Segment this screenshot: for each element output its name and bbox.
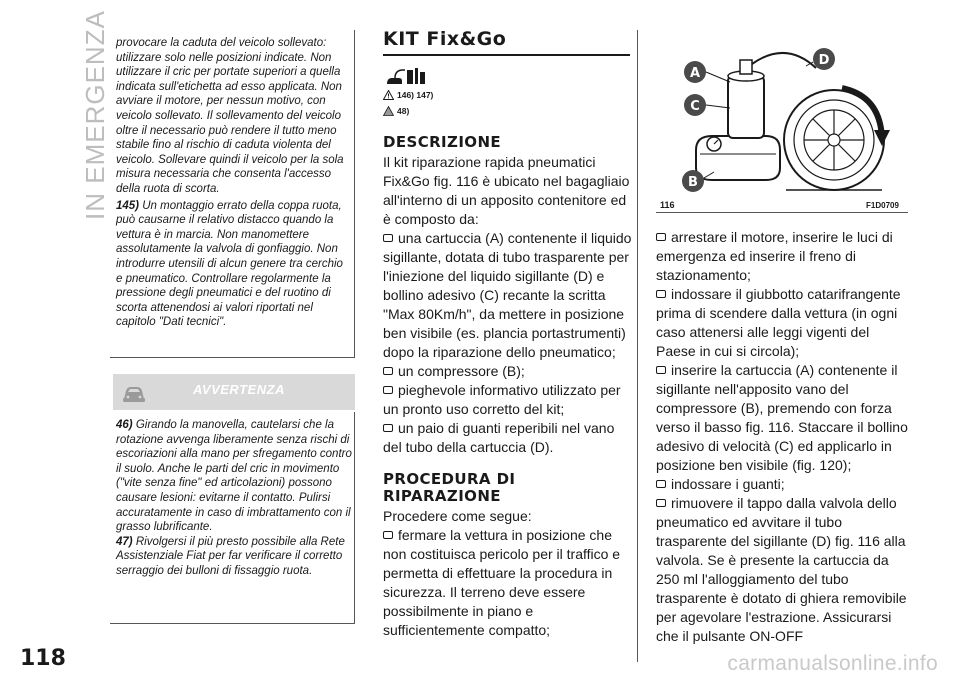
continued-warning-text [116, 36, 352, 330]
note-47-ref: 47) [116, 535, 133, 548]
warning-header [113, 374, 355, 410]
procedure-body [383, 507, 633, 640]
checkbox-bullet-icon [383, 424, 393, 432]
list-item: pieghevole informativo utilizzato per un pronto uso corretto del kit; [383, 382, 621, 417]
label-c: C [690, 99, 700, 114]
checkbox-bullet-icon [383, 386, 393, 394]
description-body [383, 153, 633, 457]
note-47-text: Rivolgersi il più presto possibile alla Rete Assistenziale Fiat per far verificare il corretto serraggio dei bulloni di fissaggio ruota. [116, 535, 345, 577]
heading-description: DESCRIZIONE [383, 133, 502, 151]
note-145-text: Un montaggio errato della coppa ruota, può causarne il relativo distacco quando la vettura è in marcia. Non manomettere assolutamente la valvola di gonfiaggio. Non introdurre utensili di alcun genere tra cerchio e pneumatico. Controllare regolarmente la pressione degli pneumatici e del ruotino di scorta attenendosi ai valori riportati nel capitolo "Dati tecnici". [116, 199, 343, 329]
checkbox-bullet-icon [656, 366, 666, 374]
refs-row-2 [383, 106, 633, 120]
fix-go-kit-illustration [656, 30, 908, 200]
checkbox-bullet-icon [656, 499, 666, 507]
procedure-intro: Procedere come segue: [383, 508, 532, 524]
figure-code: F1D0709 [866, 201, 899, 210]
section-tab [48, 10, 110, 240]
refs-row-2-text: 48) [397, 106, 410, 116]
column-divider [637, 30, 638, 662]
section-title: KIT Fix&Go [383, 28, 630, 56]
figure-116 [656, 30, 908, 213]
checkbox-bullet-icon [383, 531, 393, 539]
kit-icon-row [383, 66, 633, 88]
checkbox-bullet-icon [383, 367, 393, 375]
car-warning-icon [121, 379, 147, 405]
compressor-kit-icon [383, 66, 427, 88]
procedure-continued [656, 228, 912, 646]
note-145 [116, 199, 352, 330]
list-item: una cartuccia (A) contenente il liquido sigillante, dotata di tubo trasparente per l'iniezione del liquido sigillante (D) e bollino adesivo (C) recante la scritta "Max 80Km/h", da mettere in posizione ben visibile (es. plancia portastrumenti) dopo la riparazione dello pneumatico; [383, 230, 632, 360]
list-item: inserire la cartuccia (A) contenente il sigillante nell'apposito vano del compressore (B), premendo con forza verso il basso fig. 116. Staccare il bollino adesivo di velocità (C) ed applicarlo in posizione ben visibile (fig. 120); [656, 362, 908, 473]
warning-text [116, 418, 352, 579]
checkbox-bullet-icon [656, 480, 666, 488]
list-item: un paio di guanti reperibili nel vano del tubo della cartuccia (D). [383, 420, 615, 455]
heading-procedure: PROCEDURA DI RIPARAZIONE [383, 470, 516, 505]
list-item: fermare la vettura in posizione che non costituisca pericolo per il traffico e permetta di effettuare la procedura in sicurezza. Il terreno deve essere possibilmente in piano e sufficientemente compatto; [383, 527, 621, 638]
checkbox-bullet-icon [383, 234, 393, 242]
warning-triangle-icon [383, 90, 394, 100]
label-d: D [818, 53, 830, 68]
watermark: carmanualsonline.info [727, 652, 938, 675]
list-item: indossare i guanti; [656, 475, 912, 494]
note-47 [116, 535, 352, 579]
list-item: un compressore (B); [383, 362, 633, 381]
note-145-ref: 145) [116, 199, 140, 212]
note-46-text: Girando la manovella, cautelarsi che la rotazione avvenga liberamente senza rischi di escoriazioni alla mano per sfregamento contro il suolo. Anche le parti del cric in movimento ("vite senza fine" ed articolazioni) possono causare lesioni: evitarne il contatto. Pulirsi accuratamente in caso di imbrattamento con il grasso lubrificante. [116, 419, 352, 534]
checkbox-bullet-icon [656, 290, 666, 298]
figure-number: 116 [660, 200, 675, 210]
list-item: indossare il giubbotto catarifrangente prima di scendere dalla vettura (in ogni caso attenersi alle leggi vigenti del Paese in cui si circola); [656, 286, 901, 359]
compressor-illustration [696, 136, 780, 180]
continued-paragraph: provocare la caduta del veicolo sollevato: utilizzare solo nelle posizioni indicate. Non utilizzare il cric per portate superiori a quella indicata sull'etichetta ad esso applicata. Non avviare il motore, per nessun motivo, con veicolo sollevato. Il sollevamento del veicolo oltre il necessario può rendere il tutto meno stabile fino al rischio di caduta violenta del veicolo. Sollevare quindi il veicolo per la sola misura necessaria che consenta l'accesso della ruota di scorta. [116, 37, 344, 195]
refs-row-1-text: 146) 147) [397, 90, 434, 100]
car-note-triangle-icon [383, 106, 394, 116]
kit-fix-go-column [383, 28, 633, 640]
list-item: arrestare il motore, inserire le luci di emergenza ed inserire il freno di stazionamento; [656, 229, 893, 283]
warning-title: AVVERTENZA [193, 382, 285, 397]
refs-row-1 [383, 90, 633, 104]
note-46-ref: 46) [116, 419, 133, 431]
tire-illustration [784, 88, 890, 190]
page-number: 118 [20, 646, 66, 671]
label-b: B [688, 175, 698, 190]
checkbox-bullet-icon [656, 233, 666, 241]
description-intro: Il kit riparazione rapida pneumatici Fix&Go fig. 116 è ubicato nel bagagliaio all'interno di un apposito contenitore ed è composto da: [383, 154, 630, 227]
label-a: A [689, 66, 701, 81]
note-46 [116, 418, 352, 535]
section-tab-label: IN EMERGENZA [80, 10, 110, 220]
list-item: rimuovere il tappo dalla valvola dello pneumatico ed avvitare il tubo trasparente del sigillante (D) fig. 116 alla valvola. Se è presente la cartuccia da 250 ml l'alloggiamento del tubo trasparente è dotato di ghiera removibile per agevolare l'estrazione. Assicurarsi che il pulsante ON-OFF [656, 495, 907, 644]
